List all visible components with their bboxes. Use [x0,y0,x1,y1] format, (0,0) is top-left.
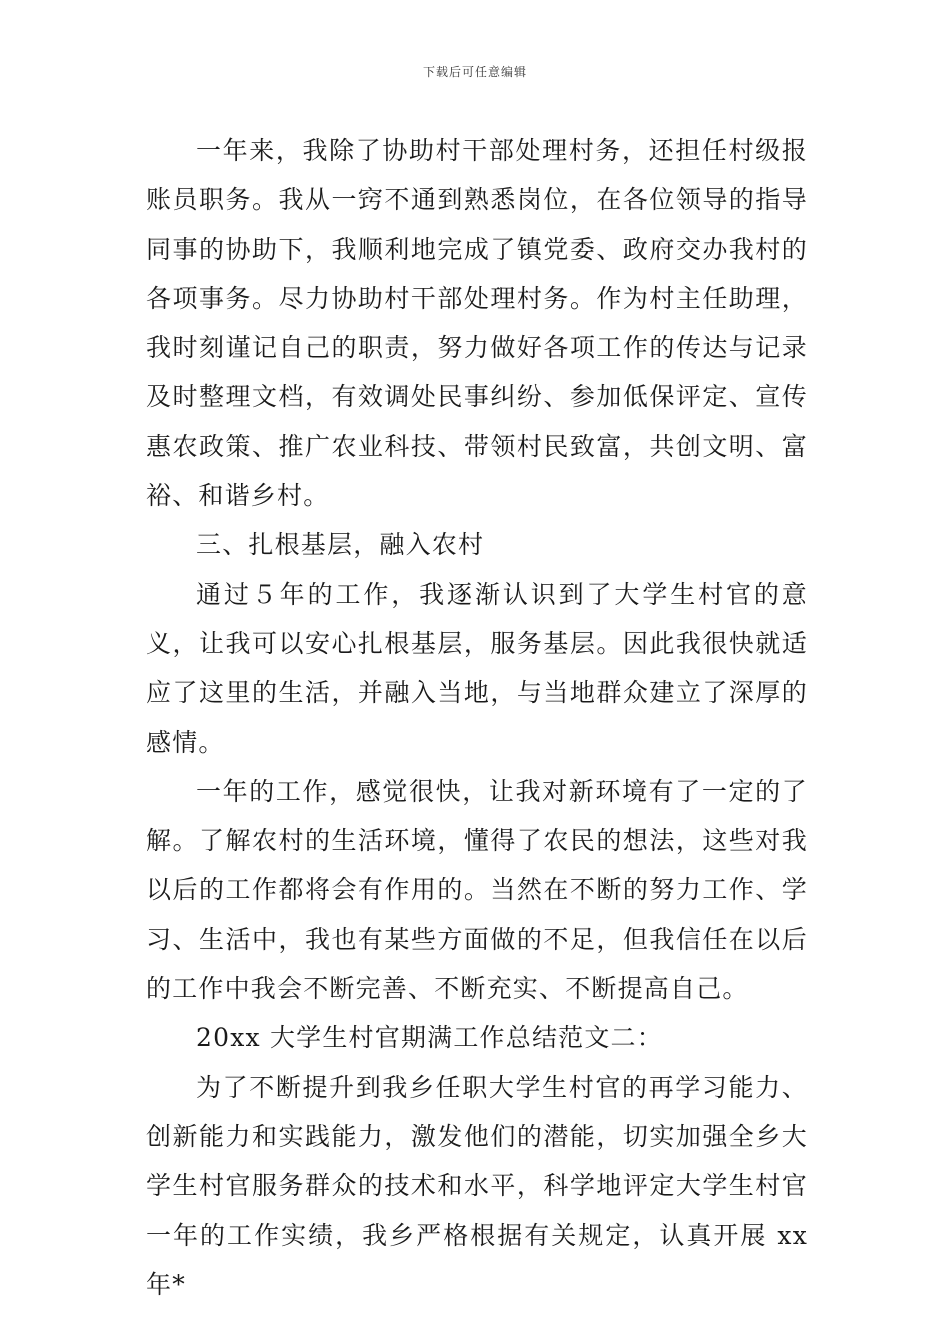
document-subtitle-two: 20xx 大学生村官期满工作总结范文二： [196,1023,663,1053]
paragraph-duties: 一年来，我除了协助村干部处理村务，还担任村级报账员职务。我从一窍不通到熟悉岗位，在各位领导的指导同事的协助下，我顺利地完成了镇党委、政府交办我村的各项事务。尽力协助村干部处理村务。作为村主任助理，我时刻谨记自己的职责，努力做好各项工作的传达与记录及时整理文档，有效调处民事纠纷、参加低保评定、宣传惠农政策、推广农业科技、带领村民致富，共创文明、富裕、和谐乡村。 [146,136,808,511]
paragraph-training: 为了不断提升到我乡任职大学生村官的再学习能力、创新能力和实践能力，激发他们的潜能，切实加强全乡大学生村官服务群众的技术和水平，科学地评定大学生村官一年的工作实绩，我乡严格根据有关规定，认真开展 xx 年* [146,1072,808,1299]
document-body [146,126,808,1309]
page-header: 下载后可任意编辑 [422,65,527,79]
section-heading-3: 三、扎根基层，融入农村 [196,530,485,560]
paragraph-five-years: 通过５年的工作，我逐渐认识到了大学生村官的意义，让我可以安心扎根基层，服务基层。因此我很快就适应了这里的生活，并融入当地，与当地群众建立了深厚的感情。 [146,579,808,757]
paragraph-one-year-work: 一年的工作，感觉很快，让我对新环境有了一定的了解。了解农村的生活环境，懂得了农民的想法，这些对我以后的工作都将会有作用的。当然在不断的努力工作、学习、生活中，我也有某些方面做的不足，但我信任在以后的工作中我会不断完善、不断充实、不断提高自己。 [146,776,808,1004]
